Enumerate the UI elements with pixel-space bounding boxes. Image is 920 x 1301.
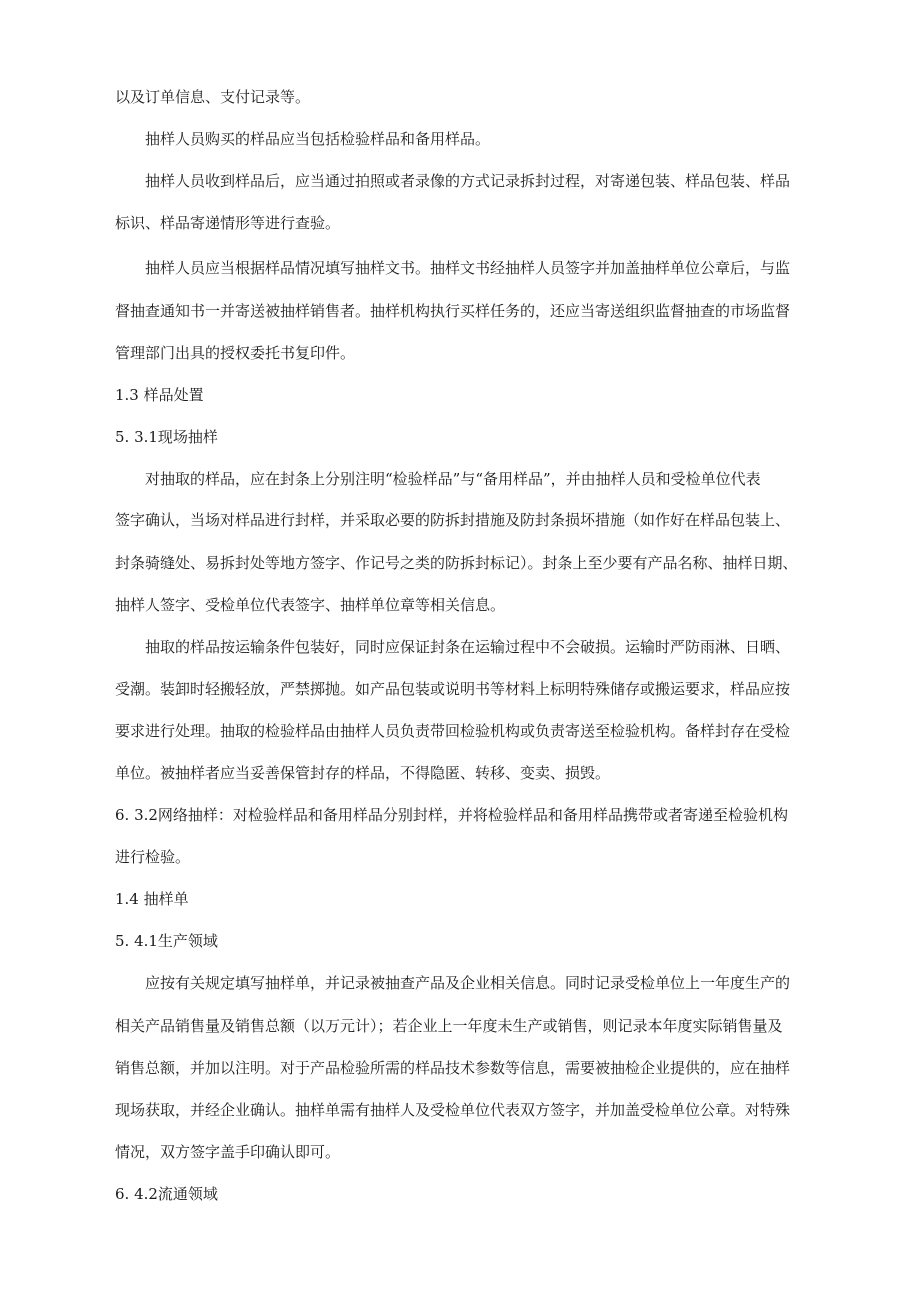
text-line: 受潮。装卸时轻搬轻放，严禁掷抛。如产品包装或说明书等材料上标明特殊储存或搬运要求，样品应按 — [115, 680, 791, 698]
text-line: 签字确认，当场对样品进行封样，并采取必要的防拆封措施及防封条损坏措施（如作好在样品包装上、 — [115, 511, 791, 529]
text-line: 销售总额，并加以注明。对于产品检验所需的样品技术参数等信息，需要被抽检企业提供的，应在抽样 — [115, 1059, 791, 1077]
text-line: 对抽取的样品，应在封条上分别注明“检验样品”与“备用样品”，并由抽样人员和受检单位代表 — [145, 470, 761, 488]
text-line: 进行检验。 — [115, 848, 191, 866]
text-line: 抽样人员收到样品后，应当通过拍照或者录像的方式记录拆封过程，对寄递包装、样品包装、样品 — [145, 172, 791, 190]
text-line: 应按有关规定填写抽样单，并记录被抽查产品及企业相关信息。同时记录受检单位上一年度生产的 — [145, 974, 791, 992]
text-line: 抽取的样品按运输条件包装好，同时应保证封条在运输过程中不会破损。运输时严防雨淋、日晒、 — [145, 638, 791, 656]
text-line: 单位。被抽样者应当妥善保管封存的样品，不得隐匿、转移、变卖、损毁。 — [115, 764, 611, 782]
text-line: 标识、样品寄递情形等进行查验。 — [115, 214, 341, 232]
text-line: 封条骑缝处、易拆封处等地方签字、作记号之类的防拆封标记）。封条上至少要有产品名称、抽样日期、 — [115, 554, 798, 572]
text-line: 督抽查通知书一并寄送被抽样销售者。抽样机构执行买样任务的，还应当寄送组织监督抽查的市场监督 — [115, 302, 791, 320]
subsection-heading: 5. 4.1生产领域 — [115, 932, 218, 950]
text-line: 要求进行处理。抽取的检验样品由抽样人员负责带回检验机构或负责寄送至检验机构。备样封存在受检 — [115, 722, 791, 740]
text-line: 相关产品销售量及销售总额（以万元计）；若企业上一年度未生产或销售，则记录本年度实际销售量及 — [115, 1017, 783, 1035]
text-line: 抽样人员应当根据样品情况填写抽样文书。抽样文书经抽样人员签字并加盖抽样单位公章后，与监 — [145, 259, 791, 277]
section-heading: 1.3 样品处置 — [115, 386, 204, 404]
text-line: 情况，双方签字盖手印确认即可。 — [115, 1143, 341, 1161]
subsection-heading: 5. 3.1现场抽样 — [115, 428, 218, 446]
text-line: 以及订单信息、支付记录等。 — [115, 88, 311, 106]
text-line: 抽样人签字、受检单位代表签字、抽样单位章等相关信息。 — [115, 596, 506, 614]
subsection-heading: 6. 4.2流通领域 — [115, 1185, 218, 1203]
section-heading: 1.4 抽样单 — [115, 890, 189, 908]
text-line: 管理部门出具的授权委托书复印件。 — [115, 344, 356, 362]
subsection-heading: 6. 3.2网络抽样：对检验样品和备用样品分别封样，并将检验样品和备用样品携带或者寄递至检验机构 — [115, 806, 788, 824]
text-line: 抽样人员购买的样品应当包括检验样品和备用样品。 — [145, 130, 491, 148]
text-line: 现场获取，并经企业确认。抽样单需有抽样人及受检单位代表双方签字，并加盖受检单位公章。对特殊 — [115, 1101, 791, 1119]
